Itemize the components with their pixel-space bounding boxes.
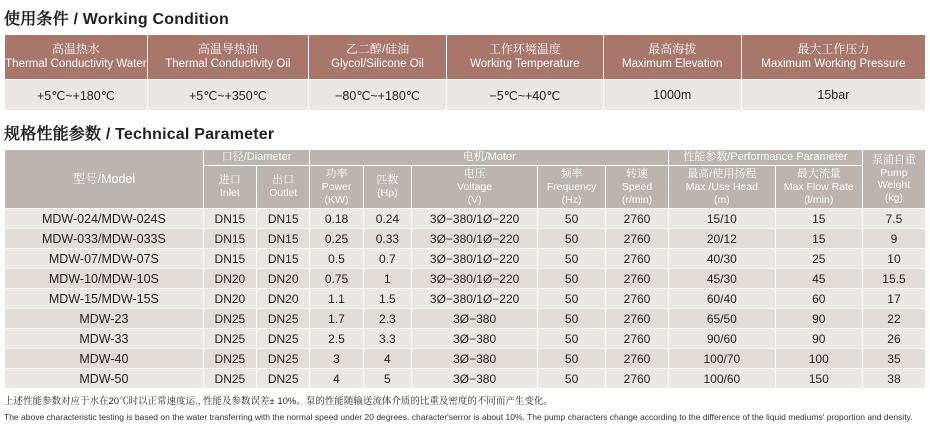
note-en: The above characteristic testing is based on the water transferring with the normal speed under 20 degrees. character'serror is about 10%. The pump characters change according to the difference of the liquid mediums' proportion and density. [4,411,913,422]
tp-cell-inlet: DN20 [203,289,256,309]
wc-header-oil-cn: 高温导热油 [197,42,258,57]
tp-cell-head: 100/60 [669,369,776,389]
tp-cell-head: 100/70 [669,349,776,369]
tp-cell-power: 0.18 [310,209,363,229]
tp-header-motor-group: 电机/Motor [310,150,669,166]
wc-header-elevation-en: Maximum Elevation [622,58,723,71]
note-cn: 上述性能参数对应于水在20℃时以正常速度运., 性能及参数误差± 10%。泵的性能随输送流体介质的比重及密度的不同而产生变化。 [4,396,553,407]
tp-header-hp-cn: 匹数 [376,174,399,187]
tp-cell-voltage: 3Ø−380 [412,349,538,369]
tp-cell-inlet: DN20 [203,269,256,289]
tp-cell-voltage: 3Ø−380 [412,309,538,329]
wc-header-glycol [308,35,446,80]
tp-header-model: 型号/Model [5,150,204,209]
wc-header-temperature [447,35,604,80]
tp-cell-model: MDW-40 [5,349,204,369]
tp-cell-voltage: 3Ø−380/1Ø−220 [412,289,538,309]
tp-header-speed-cn: 转速 [626,167,648,180]
table-row [5,329,926,349]
tp-cell-weight: 10 [862,249,925,269]
tp-cell-model: MDW-50 [5,369,204,389]
tp-cell-outlet: DN25 [257,349,310,369]
tp-header-hp-en: (Hp) [377,187,398,200]
tp-cell-power: 0.75 [310,269,363,289]
tp-header-weight-en: Pump Weight [877,166,911,192]
tp-cell-freq: 50 [538,329,606,349]
tp-header-power [310,166,363,209]
tp-header-speed-en: Speed [621,181,653,193]
tp-header-power-cn: 功率 [325,167,348,180]
table-row [5,209,926,229]
tp-cell-power: 3 [310,349,363,369]
tp-header-diameter-group: 口径/Diameter [203,150,310,166]
table-row [5,349,926,369]
table-row [5,269,926,289]
tp-cell-freq: 50 [538,369,606,389]
tp-cell-hp: 5 [363,369,411,389]
wc-header-glycol-cn: 乙二醇/硅油 [345,42,410,57]
tp-cell-inlet: DN15 [203,209,256,229]
tp-header-flow-cn: 最大流量 [796,167,841,180]
wc-value-temperature: −5℃~+40℃ [447,80,604,111]
tp-cell-inlet: DN25 [203,349,256,369]
tp-header-inlet-cn: 进口 [218,174,241,187]
tp-cell-inlet: DN25 [203,309,256,329]
tp-cell-power: 2.5 [310,329,363,349]
tp-header-voltage-cn: 电压 [463,167,486,180]
tp-cell-inlet: DN15 [203,229,256,249]
working-condition-title: 使用条件 / Working Condition [4,11,229,28]
table-row [5,309,926,329]
tp-cell-weight: 17 [862,289,925,309]
tp-header-head [669,166,776,209]
tp-cell-hp: 0.33 [363,229,411,249]
tp-cell-speed: 2760 [606,249,669,269]
tp-cell-speed: 2760 [606,209,669,229]
tp-cell-hp: 0.24 [363,209,411,229]
technical-parameter-title: 规格性能参数 / Technical Parameter [4,126,275,143]
tp-header-weight [862,150,925,209]
tp-cell-weight: 7.5 [862,209,925,229]
wc-header-pressure-en: Maximum Working Pressure [761,58,906,71]
tp-header-flow [775,166,862,209]
tp-cell-model: MDW-15/MDW-15S [5,289,204,309]
tp-cell-voltage: 3Ø−380/1Ø−220 [412,269,538,289]
table-row [5,289,926,309]
tp-cell-flow: 100 [775,349,862,369]
wc-header-elevation-cn: 最高海拔 [648,42,697,57]
tp-cell-voltage: 3Ø−380/1Ø−220 [412,229,538,249]
wc-value-glycol: −80℃~+180℃ [308,80,446,111]
tp-cell-flow: 45 [775,269,862,289]
tp-header-flow-unit: (l/min) [804,193,834,206]
tp-cell-power: 0.5 [310,249,363,269]
tp-cell-power: 1.1 [310,289,363,309]
tp-cell-freq: 50 [538,349,606,369]
tp-header-inlet [203,166,256,209]
wc-value-water: +5℃~+180℃ [5,80,148,111]
tp-cell-model: MDW-33 [5,329,204,349]
tp-header-frequency [538,166,606,209]
tp-header-outlet-cn: 出口 [272,174,295,187]
tp-cell-flow: 15 [775,229,862,249]
tp-cell-model: MDW-033/MDW-033S [5,229,204,249]
tp-cell-speed: 2760 [606,369,669,389]
wc-header-oil [147,35,308,80]
tp-cell-power: 4 [310,369,363,389]
tp-cell-outlet: DN25 [257,369,310,389]
tp-cell-head: 65/50 [669,309,776,329]
tp-cell-weight: 22 [862,309,925,329]
wc-header-temperature-cn: 工作环境温度 [488,42,561,57]
tp-cell-head: 15/10 [669,209,776,229]
tp-cell-head: 60/40 [669,289,776,309]
wc-header-elevation [603,35,741,80]
tp-header-performance-group: 性能参数/Performance Parameter [669,150,863,166]
tp-cell-power: 0.25 [310,229,363,249]
tp-header-outlet-en: Outlet [269,187,298,200]
wc-header-water [5,35,148,80]
table-row [5,229,926,249]
wc-header-water-cn: 高温热水 [51,42,100,57]
tp-cell-hp: 2.3 [363,309,411,329]
wc-header-water-en: Thermal Conductivity Water [5,58,147,71]
table-row [5,369,926,389]
tp-cell-model: MDW-07/MDW-07S [5,249,204,269]
tp-cell-freq: 50 [538,209,606,229]
tp-cell-flow: 90 [775,309,862,329]
tp-cell-speed: 2760 [606,349,669,369]
tp-cell-model: MDW-10/MDW-10S [5,269,204,289]
tp-header-weight-unit: (kg) [884,191,903,204]
tp-cell-outlet: DN15 [257,209,310,229]
table-row [5,249,926,269]
tp-header-frequency-cn: 频率 [560,167,583,180]
tp-cell-voltage: 3Ø−380/1Ø−220 [412,209,538,229]
tp-cell-hp: 0.7 [363,249,411,269]
tp-cell-freq: 50 [538,229,606,249]
tp-cell-outlet: DN20 [257,289,310,309]
tp-header-flow-en: Max Flow Rate [783,181,854,193]
tp-header-head-en: Max /Use Head [685,181,759,193]
tp-cell-weight: 35 [862,349,925,369]
tp-cell-speed: 2760 [606,309,669,329]
tp-cell-freq: 50 [538,269,606,289]
tp-cell-outlet: DN15 [257,229,310,249]
wc-header-glycol-en: Glycol/Silicone Oil [331,58,424,71]
tp-cell-flow: 150 [775,369,862,389]
wc-header-pressure [741,35,925,80]
tp-header-voltage-unit: (V) [467,193,482,206]
working-condition-header-row [5,35,926,80]
tp-cell-weight: 38 [862,369,925,389]
tp-cell-weight: 9 [862,229,925,249]
datasheet-page [0,6,930,425]
tp-cell-voltage: 3Ø−380 [412,369,538,389]
tp-cell-head: 20/12 [669,229,776,249]
tp-cell-flow: 15 [775,209,862,229]
tp-header-inlet-en: Inlet [219,187,240,200]
wc-header-pressure-cn: 最大工作压力 [797,42,870,57]
tp-body [5,209,926,389]
tp-header-speed [606,166,669,209]
tp-cell-flow: 25 [775,249,862,269]
tp-header-power-unit: (KW) [324,193,349,206]
tp-header-power-en: Power [321,181,352,193]
tp-cell-head: 90/60 [669,329,776,349]
tp-header-frequency-unit: (Hz) [561,193,582,206]
tp-cell-outlet: DN25 [257,329,310,349]
tp-header-voltage-en: Voltage [457,181,493,193]
tp-cell-weight: 26 [862,329,925,349]
tp-cell-speed: 2760 [606,229,669,249]
tp-header-head-cn: 最高/使用扬程 [687,167,757,180]
tp-header-outlet [257,166,310,209]
tp-cell-outlet: DN25 [257,309,310,329]
tp-cell-freq: 50 [538,249,606,269]
tp-cell-speed: 2760 [606,269,669,289]
tp-cell-inlet: DN15 [203,249,256,269]
tp-header-frequency-en: Frequency [546,181,597,193]
tp-header-head-unit: (m) [713,193,730,206]
tp-cell-outlet: DN20 [257,269,310,289]
wc-header-temperature-en: Working Temperature [470,58,580,71]
wc-value-pressure: 15bar [741,80,925,111]
tp-cell-hp: 1.5 [363,289,411,309]
tp-cell-inlet: DN25 [203,369,256,389]
tp-header-voltage [412,166,538,209]
tp-cell-model: MDW-23 [5,309,204,329]
tp-cell-weight: 15.5 [862,269,925,289]
working-condition-value-row [5,80,926,111]
technical-parameter-table [4,149,926,389]
tp-cell-flow: 60 [775,289,862,309]
wc-header-oil-en: Thermal Conductivity Oil [165,58,291,71]
tp-cell-model: MDW-024/MDW-024S [5,209,204,229]
tp-cell-inlet: DN25 [203,329,256,349]
tp-cell-speed: 2760 [606,329,669,349]
tp-cell-flow: 90 [775,329,862,349]
tp-header-weight-cn: 泵浦自重 [871,153,916,166]
wc-value-elevation: 1000m [603,80,741,111]
tp-cell-speed: 2760 [606,289,669,309]
tp-header-hp [363,166,411,209]
working-condition-table [4,34,926,111]
tp-cell-hp: 1 [363,269,411,289]
tp-cell-hp: 3.3 [363,329,411,349]
tp-header-speed-unit: (r/min) [621,193,653,206]
tp-cell-voltage: 3Ø−380/1Ø−220 [412,249,538,269]
tp-cell-power: 1.7 [310,309,363,329]
tp-cell-head: 45/30 [669,269,776,289]
tp-cell-hp: 4 [363,349,411,369]
tp-group-header-row [5,150,926,166]
tp-cell-head: 40/30 [669,249,776,269]
tp-cell-freq: 50 [538,289,606,309]
wc-value-oil: +5℃~+350℃ [147,80,308,111]
tp-cell-freq: 50 [538,309,606,329]
tp-cell-outlet: DN15 [257,249,310,269]
tp-cell-voltage: 3Ø−380 [412,329,538,349]
